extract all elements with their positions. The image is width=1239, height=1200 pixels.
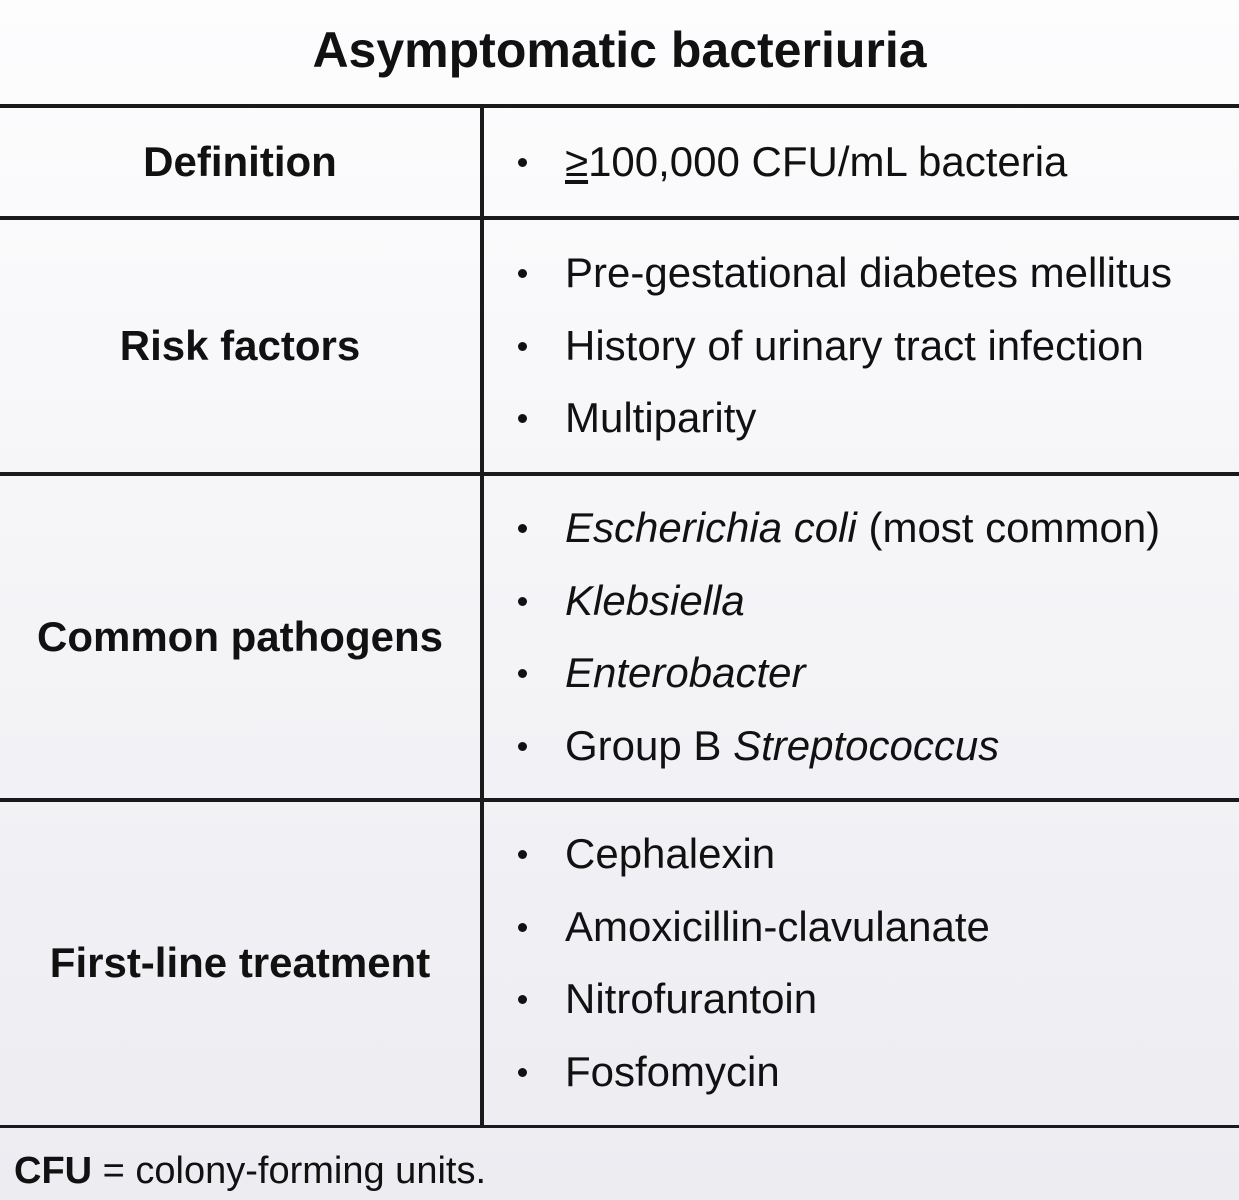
list-item [484, 126, 1239, 199]
greater-equal-symbol: ≥ [565, 137, 589, 185]
list-item [484, 637, 1239, 710]
list-item-text: Group B [565, 721, 734, 769]
row-label-definition: Definition [0, 106, 482, 218]
risk-factors-list [484, 223, 1239, 469]
pathogens-list [484, 478, 1239, 796]
footnote-term: CFU [14, 1150, 93, 1192]
list-item [484, 710, 1239, 783]
table-title: Asymptomatic bacteriuria [312, 22, 927, 78]
row-label-first-line-treatment: First-line treatment [0, 800, 482, 1126]
list-item: History of urinary tract infection [484, 310, 1239, 383]
list-item: Nitrofurantoin [484, 963, 1239, 1036]
row-content-common-pathogens [482, 474, 1239, 800]
list-item: Cephalexin [484, 818, 1239, 891]
organism-name: Streptococcus [733, 721, 1000, 769]
table-row-risk-factors [0, 218, 1239, 474]
footnote-definition: = colony-forming units. [92, 1150, 487, 1192]
organism-name: Klebsiella [565, 576, 745, 624]
row-content-risk-factors [482, 218, 1239, 474]
list-item: Fosfomycin [484, 1036, 1239, 1109]
footnote [14, 1150, 486, 1193]
list-item: Amoxicillin-clavulanate [484, 891, 1239, 964]
table-row-first-line-treatment [0, 800, 1239, 1126]
row-content-first-line-treatment [482, 800, 1239, 1126]
table-row-definition [0, 106, 1239, 218]
row-content-definition [482, 106, 1239, 218]
treatment-list [484, 804, 1239, 1122]
list-item [484, 565, 1239, 638]
organism-name: Escherichia coli [565, 504, 857, 551]
list-item-note: (most common) [856, 504, 1161, 551]
row-label-common-pathogens: Common pathogens [0, 474, 482, 800]
list-item: Pre-gestational diabetes mellitus [484, 237, 1239, 310]
table-row-common-pathogens [0, 474, 1239, 800]
list-item-text: 100,000 CFU/mL bacteria [588, 137, 1068, 185]
row-label-risk-factors: Risk factors [0, 218, 482, 474]
definition-list [484, 126, 1239, 199]
list-item: Multiparity [484, 382, 1239, 455]
bacteriuria-table [0, 104, 1239, 1128]
list-item [484, 492, 1239, 565]
organism-name: Enterobacter [565, 649, 806, 696]
